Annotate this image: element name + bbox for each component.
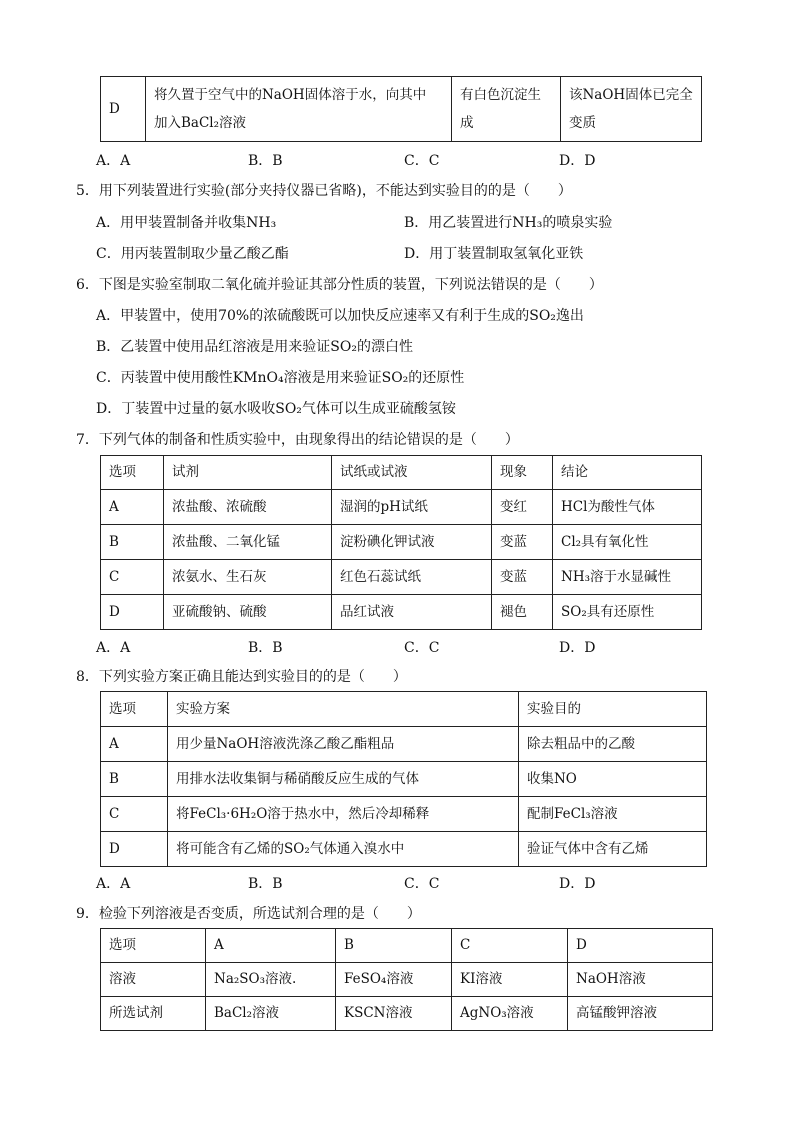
choice-d[interactable]: D．D: [559, 153, 596, 169]
cell-line: 有白色沉淀生: [460, 86, 541, 103]
question-stem: 8．下列实验方案正确且能达到实验目的的是（ ）: [76, 669, 407, 685]
table-row: [101, 997, 713, 1031]
choice-c[interactable]: C．C: [404, 153, 440, 169]
choice-b[interactable]: B．B: [248, 876, 283, 892]
table-cell: [561, 77, 702, 142]
table-cell: 溶液: [101, 963, 206, 997]
table-cell: C: [101, 560, 164, 595]
table-header-cell: 选项: [101, 929, 206, 963]
table-cell: 亚硫酸钠、硫酸: [164, 595, 332, 630]
table-row: [101, 595, 702, 630]
choice-d[interactable]: D．D: [559, 876, 596, 892]
question-stem: 7．下列气体的制备和性质实验中，由现象得出的结论错误的是（ ）: [76, 432, 519, 448]
table-cell: FeSO₄溶液: [336, 963, 452, 997]
table-header-row: [101, 692, 707, 727]
option-b[interactable]: B．乙装置中使用品红溶液是用来验证SO₂的漂白性: [96, 339, 413, 355]
choice-a[interactable]: A．A: [96, 640, 131, 656]
choice-a[interactable]: A．A: [96, 876, 131, 892]
table-header-cell: 试纸或试液: [332, 456, 492, 490]
table-header-row: [101, 456, 702, 490]
table-header-cell: 选项: [101, 456, 164, 490]
cell-line: 该NaOH固体已完全: [569, 86, 693, 103]
question-stem: 6．下图是实验室制取二氧化硫并验证其部分性质的装置，下列说法错误的是（ ）: [76, 277, 603, 293]
table-cell: D: [101, 77, 146, 142]
table-cell: NaOH溶液: [568, 963, 713, 997]
table-cell: 所选试剂: [101, 997, 206, 1031]
option-c[interactable]: C．用丙装置制取少量乙酸乙酯: [96, 246, 289, 262]
table-row: [101, 727, 707, 762]
table-cell: D: [101, 595, 164, 630]
table-cell: 品红试液: [332, 595, 492, 630]
table-cell: A: [101, 490, 164, 525]
table-cell: 变蓝: [492, 560, 553, 595]
table-cell: KSCN溶液: [336, 997, 452, 1031]
table-header-cell: 结论: [553, 456, 702, 490]
table-row: [101, 490, 702, 525]
table-header-cell: A: [206, 929, 336, 963]
table-cell: 收集NO: [519, 762, 707, 797]
table-cell: 浓盐酸、二氧化锰: [164, 525, 332, 560]
choice-d[interactable]: D．D: [559, 640, 596, 656]
table-cell: 浓盐酸、浓硫酸: [164, 490, 332, 525]
q7-table: [100, 455, 702, 630]
table-header-cell: 现象: [492, 456, 553, 490]
table-cell: B: [101, 525, 164, 560]
table-cell: C: [101, 797, 168, 832]
option-c[interactable]: C．丙装置中使用酸性KMnO₄溶液是用来验证SO₂的还原性: [96, 370, 465, 386]
table-cell: A: [101, 727, 168, 762]
table-cell: KI溶液: [452, 963, 568, 997]
table-header-cell: D: [568, 929, 713, 963]
table-header-cell: 选项: [101, 692, 168, 727]
table-cell: 浓氨水、生石灰: [164, 560, 332, 595]
table-header-row: [101, 929, 713, 963]
table-cell: 除去粗品中的乙酸: [519, 727, 707, 762]
table-cell: 红色石蕊试纸: [332, 560, 492, 595]
table-row: [101, 762, 707, 797]
table-cell: 将FeCl₃·6H₂O溶于热水中，然后冷却稀释: [168, 797, 519, 832]
table-cell: B: [101, 762, 168, 797]
option-b[interactable]: B．用乙装置进行NH₃的喷泉实验: [404, 215, 613, 231]
table-row: [101, 77, 702, 142]
cell-line: 将久置于空气中的NaOH固体溶于水，向其中: [154, 86, 427, 103]
q4-table: [100, 76, 702, 142]
table-row: [101, 963, 713, 997]
table-cell: [146, 77, 452, 142]
choice-c[interactable]: C．C: [404, 640, 440, 656]
table-cell: 变蓝: [492, 525, 553, 560]
cell-line: 加入BaCl₂溶液: [154, 115, 247, 131]
table-header-cell: 实验目的: [519, 692, 707, 727]
table-cell: 高锰酸钾溶液: [568, 997, 713, 1031]
table-cell: AgNO₃溶液: [452, 997, 568, 1031]
option-d[interactable]: D．丁装置中过量的氨水吸收SO₂气体可以生成亚硫酸氢铵: [96, 401, 456, 417]
table-cell: D: [101, 832, 168, 867]
table-row: [101, 832, 707, 867]
table-cell: HCl为酸性气体: [553, 490, 702, 525]
table-row: [101, 797, 707, 832]
choice-a[interactable]: A．A: [96, 153, 131, 169]
question-stem: 9．检验下列溶液是否变质，所选试剂合理的是（ ）: [76, 906, 421, 922]
question-stem: 5．用下列装置进行实验(部分夹持仪器已省略)，不能达到实验目的的是（ ）: [76, 183, 572, 199]
table-cell: 将可能含有乙烯的SO₂气体通入溴水中: [168, 832, 519, 867]
option-d[interactable]: D．用丁装置制取氢氧化亚铁: [404, 246, 584, 262]
table-cell: 褪色: [492, 595, 553, 630]
table-cell: Na₂SO₃溶液.: [206, 963, 336, 997]
table-cell: SO₂具有还原性: [553, 595, 702, 630]
table-header-cell: B: [336, 929, 452, 963]
table-header-cell: 实验方案: [168, 692, 519, 727]
choice-b[interactable]: B．B: [248, 153, 283, 169]
table-cell: 变红: [492, 490, 553, 525]
table-header-cell: C: [452, 929, 568, 963]
table-cell: 用排水法收集铜与稀硝酸反应生成的气体: [168, 762, 519, 797]
cell-line: 变质: [569, 115, 596, 131]
table-cell: [452, 77, 561, 142]
table-cell: 配制FeCl₃溶液: [519, 797, 707, 832]
table-cell: 验证气体中含有乙烯: [519, 832, 707, 867]
option-a[interactable]: A．用甲装置制备并收集NH₃: [96, 215, 277, 231]
table-cell: 湿润的pH试纸: [332, 490, 492, 525]
q9-table: [100, 928, 713, 1031]
choice-b[interactable]: B．B: [248, 640, 283, 656]
table-cell: BaCl₂溶液: [206, 997, 336, 1031]
cell-line: 成: [460, 115, 474, 131]
table-cell: 用少量NaOH溶液洗涤乙酸乙酯粗品: [168, 727, 519, 762]
choice-c[interactable]: C．C: [404, 876, 440, 892]
table-cell: NH₃溶于水显碱性: [553, 560, 702, 595]
table-header-cell: 试剂: [164, 456, 332, 490]
table-row: [101, 525, 702, 560]
table-cell: Cl₂具有氧化性: [553, 525, 702, 560]
option-a[interactable]: A．甲装置中，使用70%的浓硫酸既可以加快反应速率又有利于生成的SO₂逸出: [96, 308, 584, 324]
table-row: [101, 560, 702, 595]
q8-table: [100, 691, 707, 867]
table-cell: 淀粉碘化钾试液: [332, 525, 492, 560]
